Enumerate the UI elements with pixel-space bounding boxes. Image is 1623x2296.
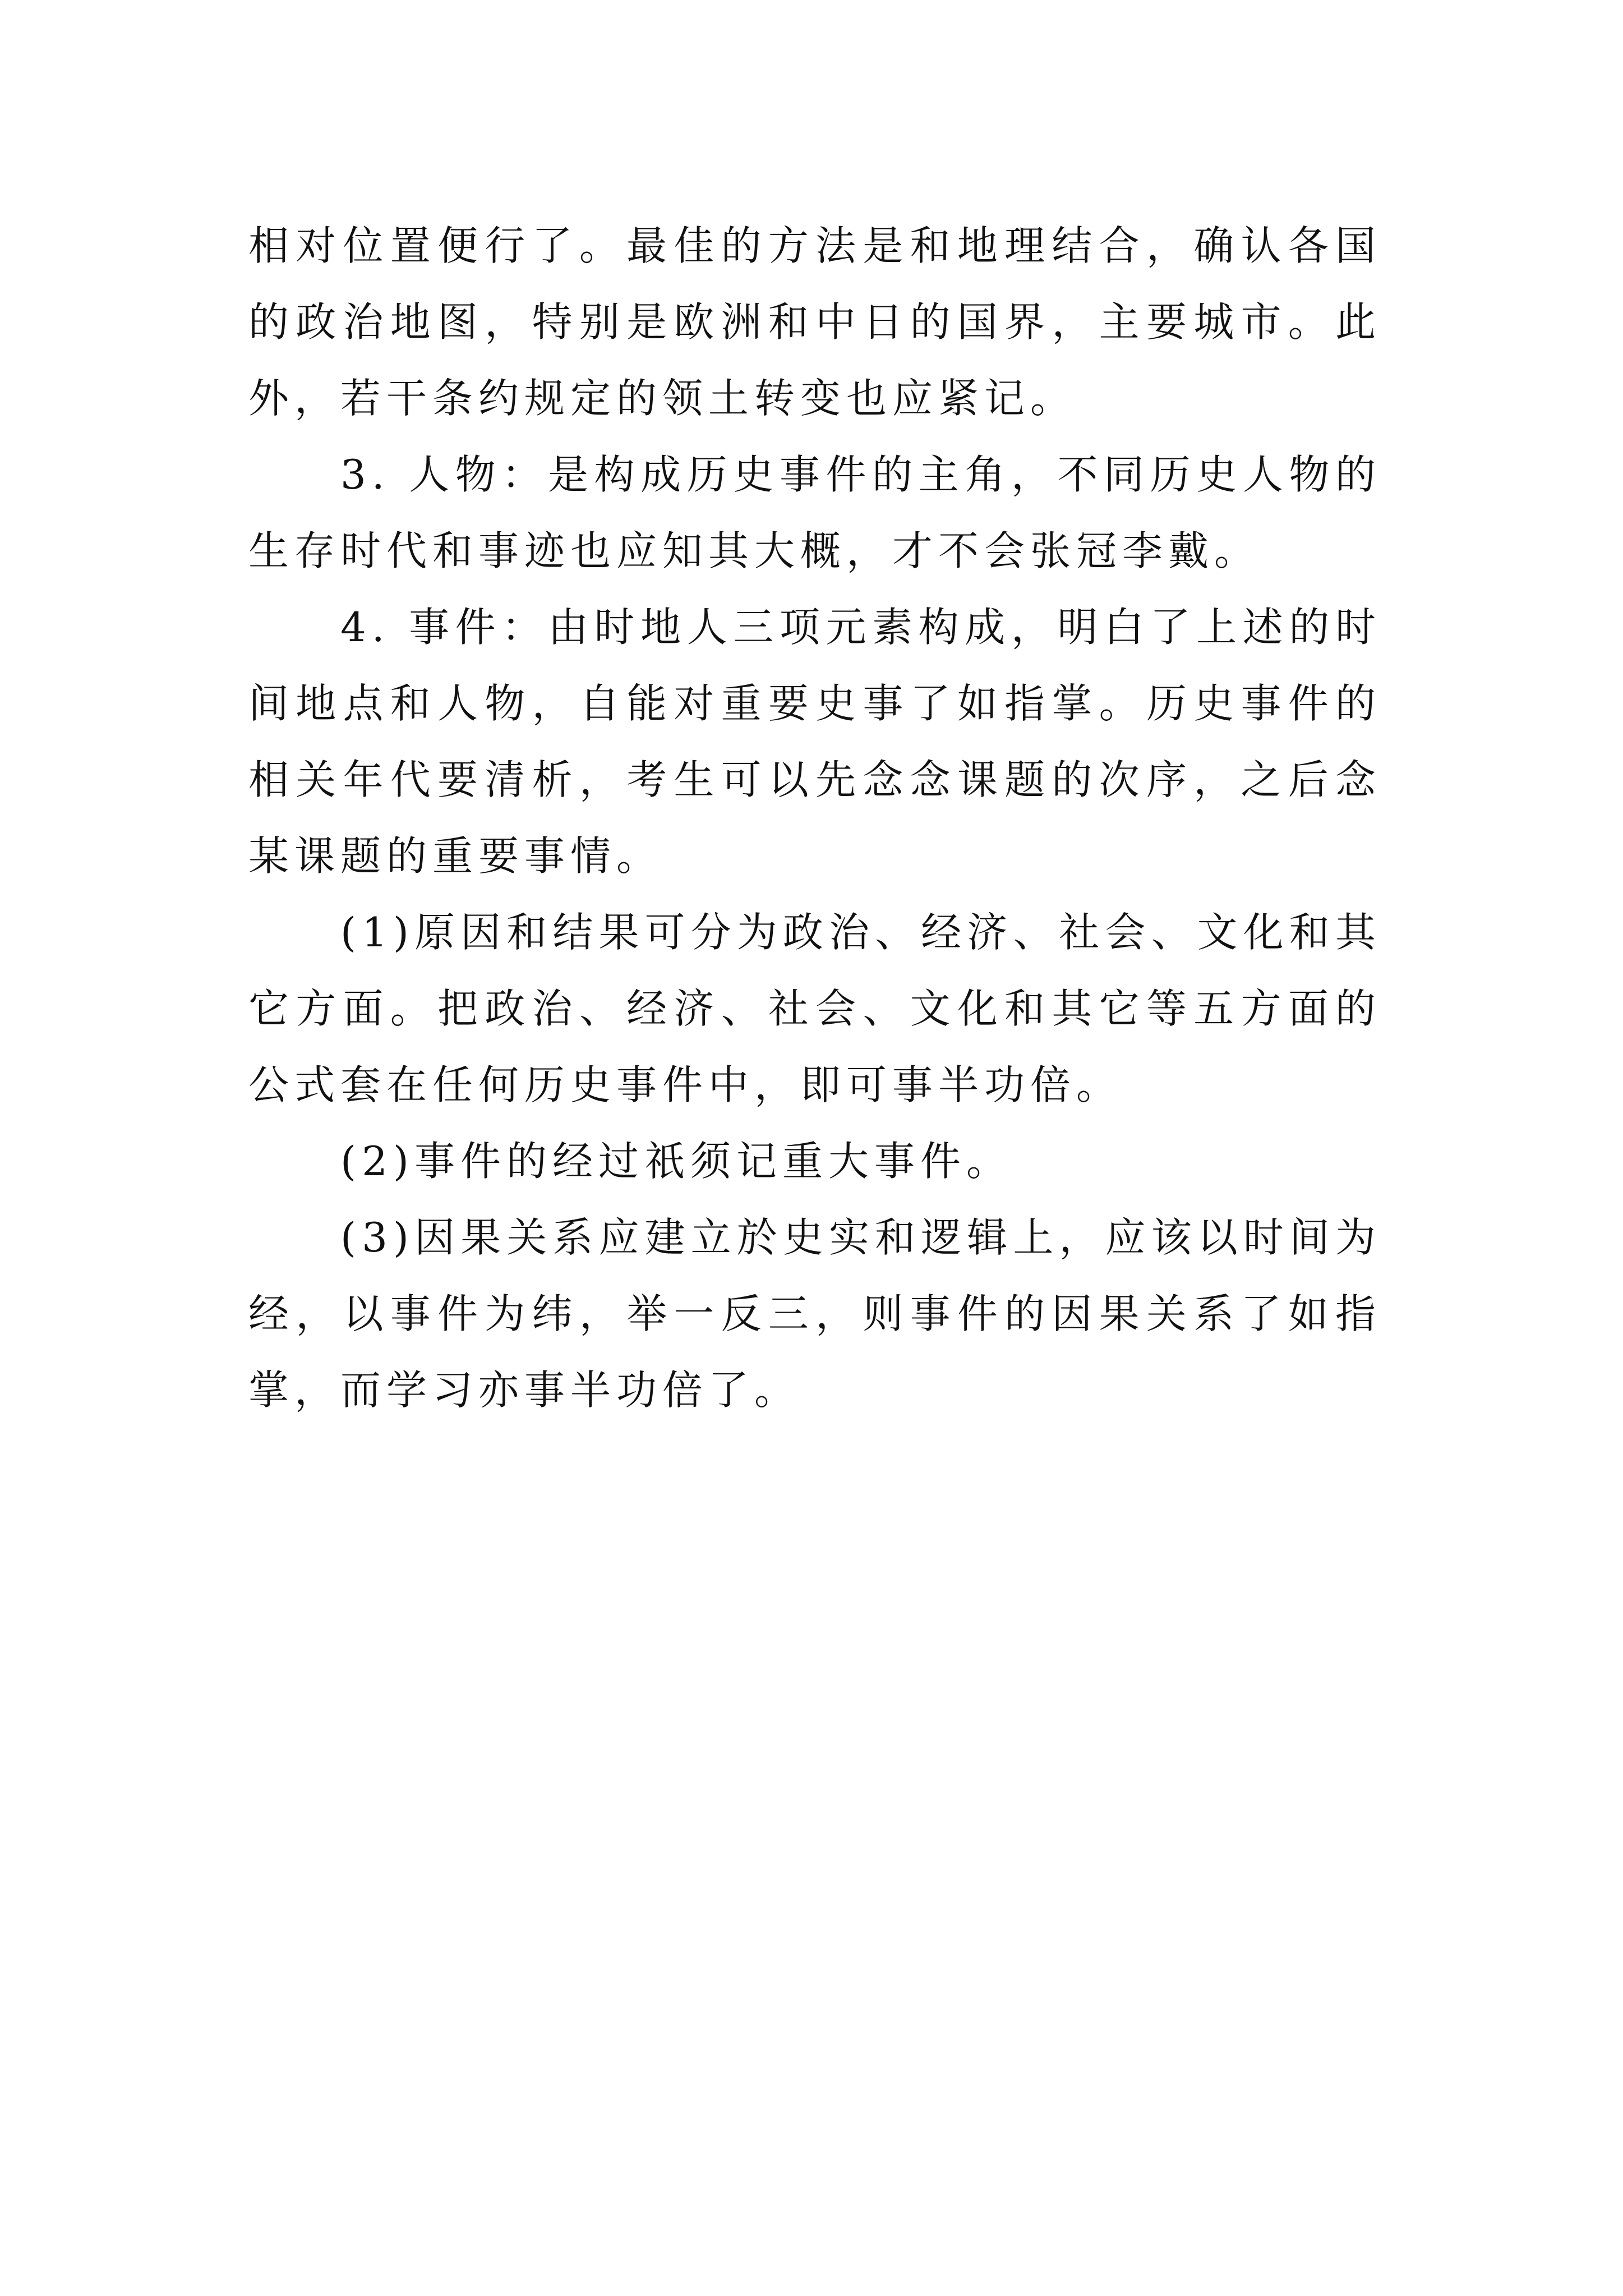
paragraph-causality: (3)因果关系应建立於史实和逻辑上，应该以时间为经，以事件为纬，举一反三，则事件的因果关系了如指掌，而学习亦事半功倍了。 bbox=[248, 1214, 1381, 1414]
paragraph-continuation: 相对位置便行了。最佳的方法是和地理结合，确认各国的政治地图，特别是欧洲和中日的国界，主要城市。此外，若干条约规定的领土转变也应紧记。 bbox=[248, 222, 1381, 422]
paragraph-cause-effect: (1)原因和结果可分为政治、经济、社会、文化和其它方面。把政治、经济、社会、文化和其它等五方面的公式套在任何历史事件中，即可事半功倍。 bbox=[248, 909, 1381, 1108]
paragraph-people: 3. 人物：是构成历史事件的主角，不同历史人物的生存时代和事迹也应知其大概，才不会张冠李戴。 bbox=[248, 451, 1381, 574]
paragraph-events: 4. 事件：由时地人三项元素构成，明白了上述的时间地点和人物，自能对重要史事了如指掌。历史事件的相关年代要清析，考生可以先念念课题的次序，之后念某课题的重要事情。 bbox=[248, 604, 1381, 880]
document-body bbox=[248, 208, 1381, 1428]
paragraph-process: (2)事件的经过祇须记重大事件。 bbox=[340, 1138, 1012, 1185]
